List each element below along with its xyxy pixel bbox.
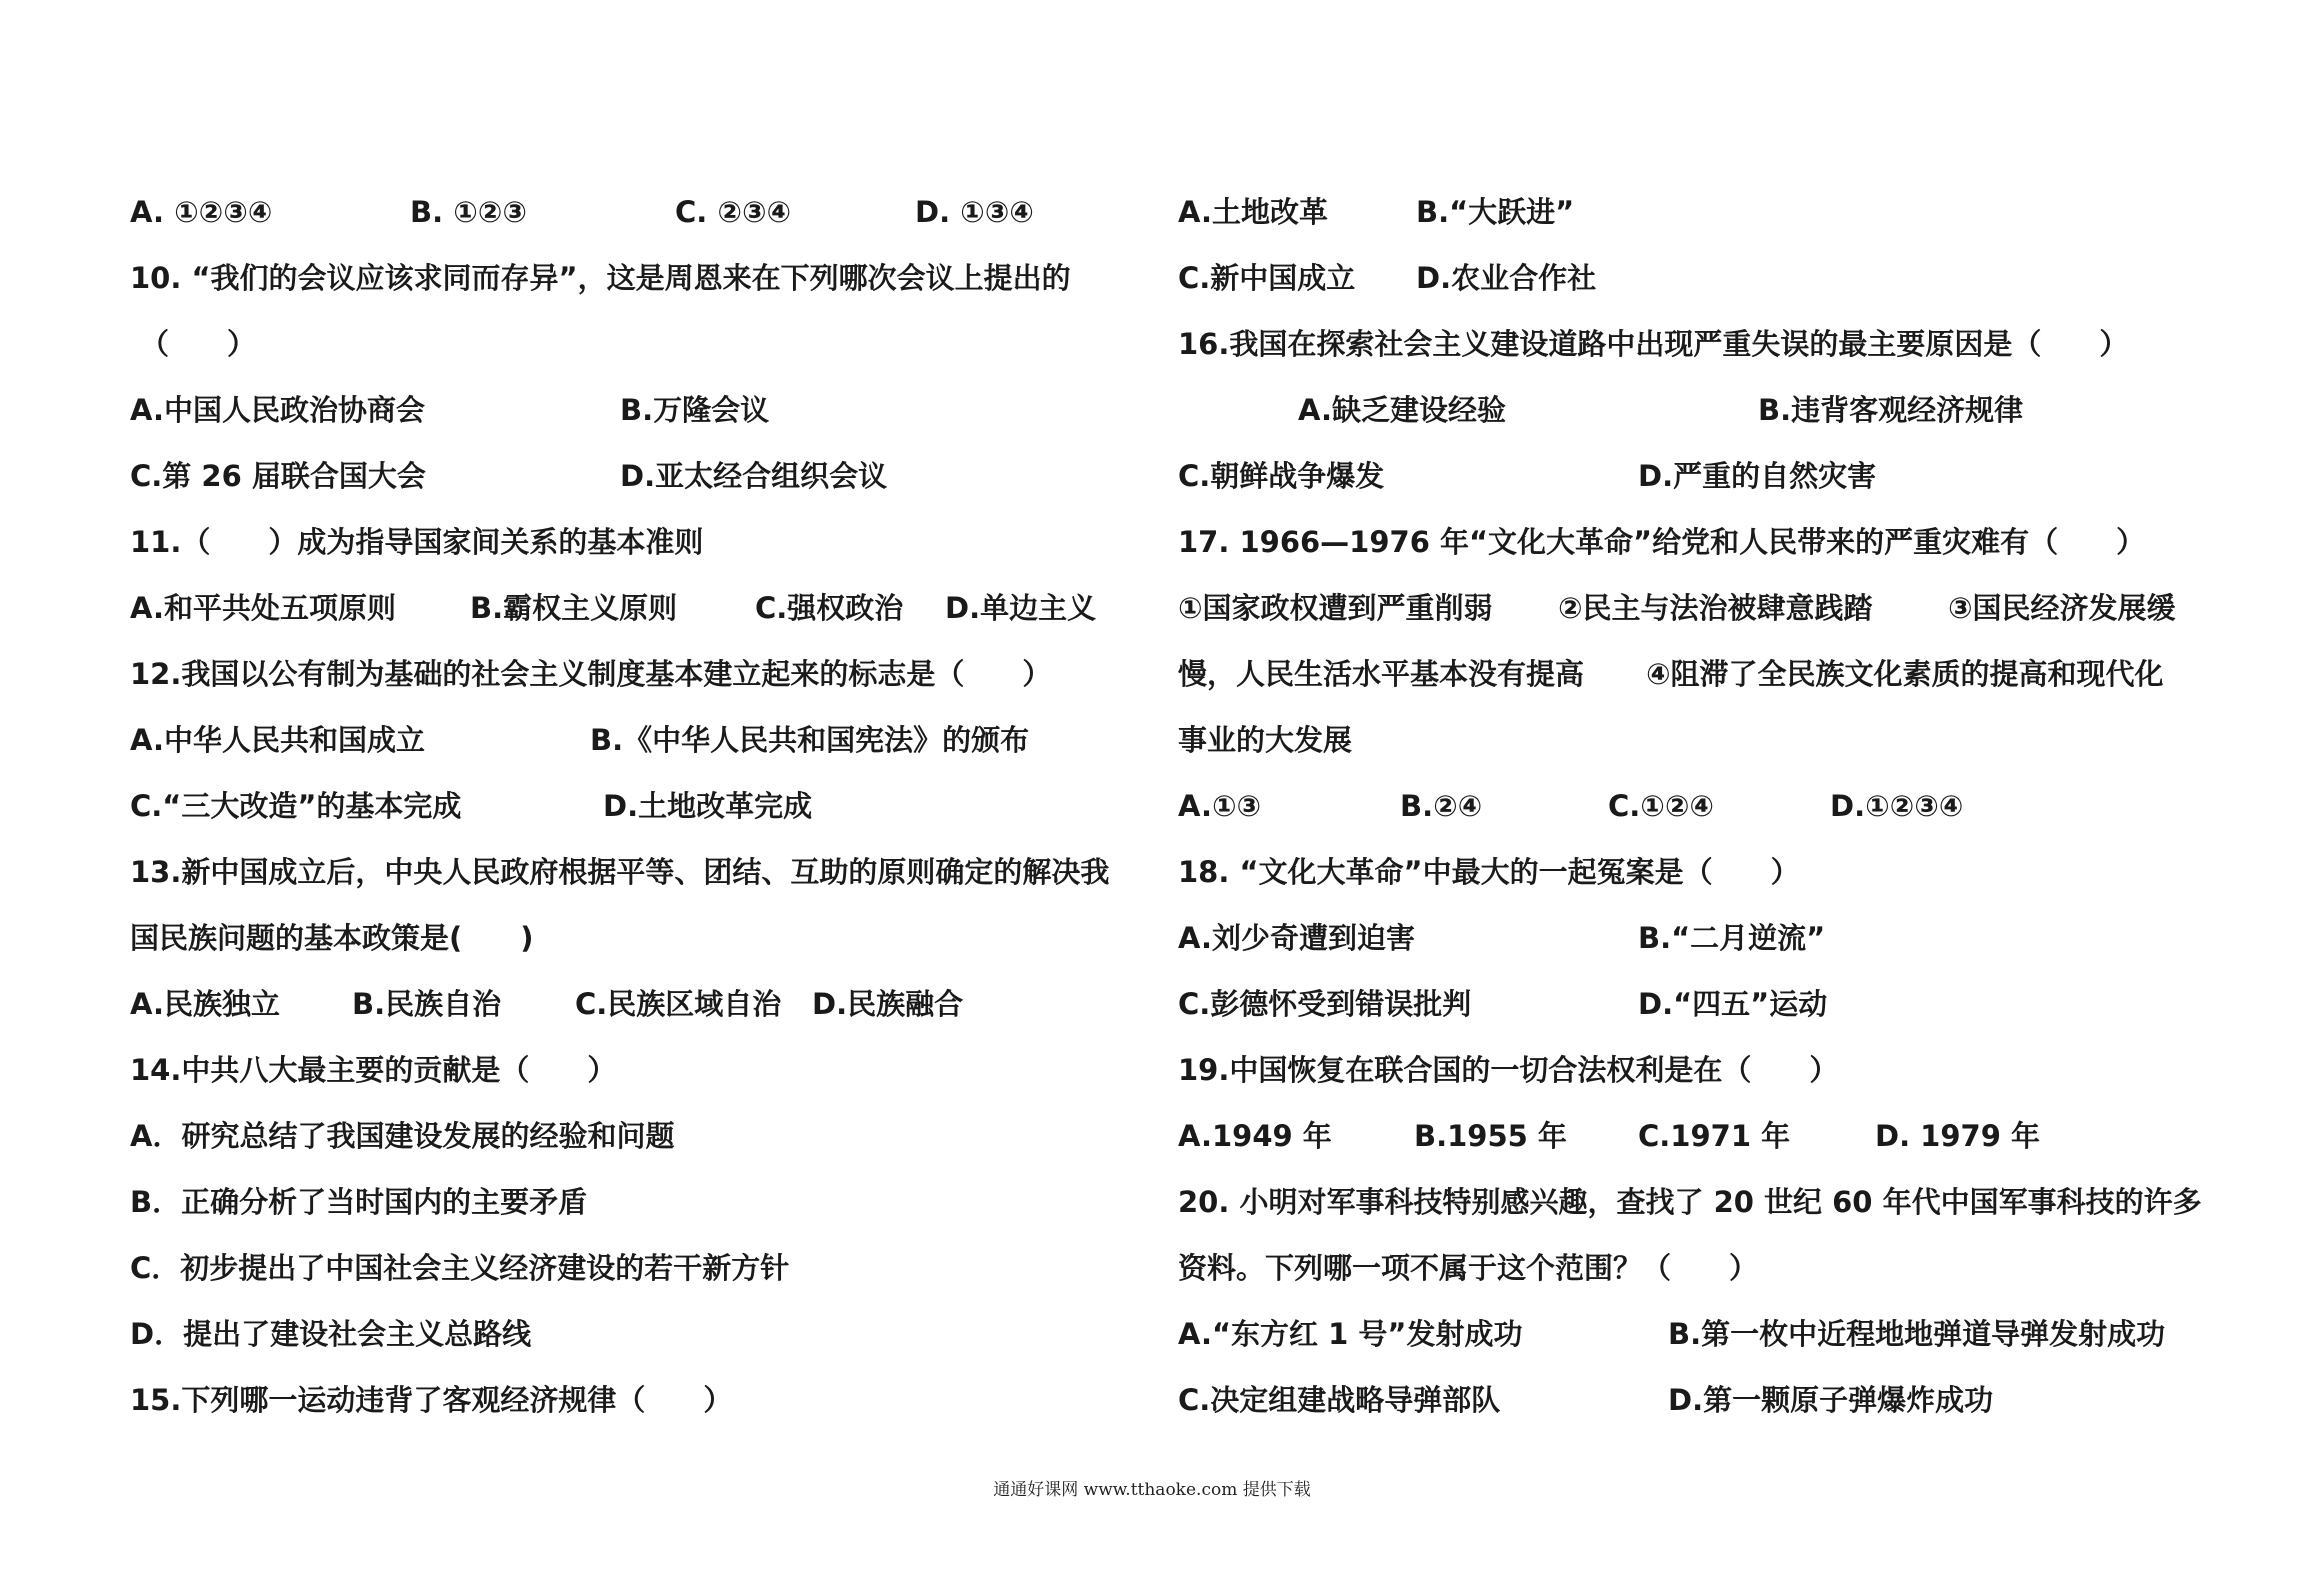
- option-b: B.“二月逆流”: [1638, 921, 1826, 955]
- option-d: D.土地改革完成: [603, 789, 813, 823]
- q10-stem-line1: [130, 253, 1140, 303]
- option-a: A. ①②③④: [130, 195, 273, 229]
- option-d: D. ①③④: [915, 195, 1034, 229]
- page-footer: 通通好课网 www.tthaoke.com 提供下载: [993, 1480, 1311, 1500]
- q17-statements-line2: [1178, 649, 2208, 699]
- q12-options-row2: [130, 781, 1140, 831]
- q15-options-row1: [1178, 187, 2208, 237]
- option-b: B．正确分析了当时国内的主要矛盾: [130, 1185, 588, 1219]
- q17-statements-line1: [1178, 583, 2208, 633]
- question-text: 13.新中国成立后，中央人民政府根据平等、团结、互助的原则确定的解决我: [130, 855, 1110, 889]
- q9-options: [130, 187, 1140, 237]
- q18-options-row1: [1178, 913, 2208, 963]
- option-c: C.决定组建战略导弹部队: [1178, 1383, 1501, 1417]
- q11-stem: [130, 517, 1140, 567]
- q15-options-row2: [1178, 253, 2208, 303]
- question-text: 16.我国在探索社会主义建设道路中出现严重失误的最主要原因是（ ）: [1178, 327, 2129, 361]
- q10-options-row2: [130, 451, 1140, 501]
- q20-stem-line2: [1178, 1243, 2208, 1293]
- question-text: 12.我国以公有制为基础的社会主义制度基本建立起来的标志是（ ）: [130, 657, 1052, 691]
- q13-stem-line1: [130, 847, 1140, 897]
- option-c: C.第 26 届联合国大会: [130, 459, 426, 493]
- q14-option-c: [130, 1243, 1140, 1293]
- q14-option-d: [130, 1309, 1140, 1359]
- option-a: A.土地改革: [1178, 195, 1328, 229]
- q14-stem: [130, 1045, 1140, 1095]
- q19-options: [1178, 1111, 2208, 1161]
- option-d: D.①②③④: [1830, 789, 1964, 823]
- option-a: A.民族独立: [130, 987, 280, 1021]
- option-a: A.“东方红 1 号”发射成功: [1178, 1317, 1523, 1351]
- q19-stem: [1178, 1045, 2208, 1095]
- option-d: D.第一颗原子弹爆炸成功: [1668, 1383, 1994, 1417]
- q20-options-row1: [1178, 1309, 2208, 1359]
- option-a: A.1949 年: [1178, 1119, 1332, 1153]
- option-d: D.亚太经合组织会议: [620, 459, 888, 493]
- option-d: D.农业合作社: [1416, 261, 1597, 295]
- statement-4: ④阻滞了全民族文化素质的提高和现代化: [1646, 657, 2164, 691]
- q14-option-a: [130, 1111, 1140, 1161]
- option-c: C.1971 年: [1638, 1119, 1791, 1153]
- option-d: D. 1979 年: [1875, 1119, 2040, 1153]
- q16-stem: [1178, 319, 2208, 369]
- q16-options-row1: [1178, 385, 2208, 435]
- q18-stem: [1178, 847, 2208, 897]
- option-b: B.万隆会议: [620, 393, 770, 427]
- statement-2: ②民主与法治被肆意践踏: [1558, 591, 1873, 625]
- q10-options-row1: [130, 385, 1140, 435]
- q16-options-row2: [1178, 451, 2208, 501]
- q20-stem-line1: [1178, 1177, 2208, 1227]
- option-b: B.“大跃进”: [1416, 195, 1575, 229]
- question-text: 11.（ ）成为指导国家间关系的基本准则: [130, 525, 704, 559]
- option-c: C.彭德怀受到错误批判: [1178, 987, 1472, 1021]
- question-text: 14.中共八大最主要的贡献是（ ）: [130, 1053, 617, 1087]
- q13-options: [130, 979, 1140, 1029]
- option-c: C.民族区域自治: [575, 987, 782, 1021]
- question-text: 19.中国恢复在联合国的一切合法权利是在（ ）: [1178, 1053, 1839, 1087]
- option-b: B.霸权主义原则: [470, 591, 678, 625]
- q14-option-b: [130, 1177, 1140, 1227]
- option-c: C.强权政治: [755, 591, 904, 625]
- q13-stem-line2: [130, 913, 1140, 963]
- option-c: C．初步提出了中国社会主义经济建设的若干新方针: [130, 1251, 790, 1285]
- option-a: A．研究总结了我国建设发展的经验和问题: [130, 1119, 675, 1153]
- q20-options-row2: [1178, 1375, 2208, 1425]
- option-b: B. ①②③: [410, 195, 527, 229]
- option-c: C.①②④: [1608, 789, 1714, 823]
- option-d: D.民族融合: [812, 987, 964, 1021]
- q12-options-row1: [130, 715, 1140, 765]
- question-text: 国民族问题的基本政策是( ): [130, 921, 534, 955]
- answer-blank: （ ）: [140, 327, 257, 361]
- option-b: B.《中华人民共和国宪法》的颁布: [590, 723, 1030, 757]
- q17-stem: [1178, 517, 2208, 567]
- statement-3: ③国民经济发展缓: [1948, 591, 2176, 625]
- q15-stem: [130, 1375, 1140, 1425]
- option-a: A.和平共处五项原则: [130, 591, 396, 625]
- q17-options: [1178, 781, 2208, 831]
- statement-4-cont: 事业的大发展: [1178, 723, 1353, 757]
- question-text: 10. “我们的会议应该求同而存异”，这是周恩来在下列哪次会议上提出的: [130, 261, 1071, 295]
- question-text: 18. “文化大革命”中最大的一起冤案是（ ）: [1178, 855, 1800, 889]
- question-text: 15.下列哪一运动违背了客观经济规律（ ）: [130, 1383, 733, 1417]
- q18-options-row2: [1178, 979, 2208, 1029]
- option-b: B.违背客观经济规律: [1758, 393, 2024, 427]
- option-d: D.单边主义: [945, 591, 1097, 625]
- option-a: A.刘少奇遭到迫害: [1178, 921, 1415, 955]
- statement-1: ①国家政权遭到严重削弱: [1178, 591, 1493, 625]
- q12-stem: [130, 649, 1140, 699]
- option-c: C.朝鲜战争爆发: [1178, 459, 1385, 493]
- option-a: A.缺乏建设经验: [1298, 393, 1506, 427]
- option-b: B.②④: [1400, 789, 1483, 823]
- option-b: B.1955 年: [1414, 1119, 1567, 1153]
- option-c: C.“三大改造”的基本完成: [130, 789, 462, 823]
- q17-statements-line3: [1178, 715, 2208, 765]
- option-d: D.严重的自然灾害: [1638, 459, 1877, 493]
- option-a: A.中国人民政治协商会: [130, 393, 425, 427]
- q10-stem-line2: [130, 319, 1140, 369]
- option-c: C. ②③④: [675, 195, 792, 229]
- option-c: C.新中国成立: [1178, 261, 1356, 295]
- option-d: D.“四五”运动: [1638, 987, 1828, 1021]
- option-d: D．提出了建设社会主义总路线: [130, 1317, 532, 1351]
- option-b: B.民族自治: [352, 987, 502, 1021]
- option-a: A.①③: [1178, 789, 1262, 823]
- option-a: A.中华人民共和国成立: [130, 723, 425, 757]
- question-text: 资料。下列哪一项不属于这个范围？（ ）: [1178, 1251, 1759, 1285]
- q11-options: [130, 583, 1140, 633]
- question-text: 20. 小明对军事科技特别感兴趣，查找了 20 世纪 60 年代中国军事科技的许多: [1178, 1185, 2202, 1219]
- option-b: B.第一枚中近程地地弹道导弹发射成功: [1668, 1317, 2166, 1351]
- question-text: 17. 1966—1976 年“文化大革命”给党和人民带来的严重灾难有（ ）: [1178, 525, 2146, 559]
- statement-3-cont: 慢，人民生活水平基本没有提高: [1178, 657, 1585, 691]
